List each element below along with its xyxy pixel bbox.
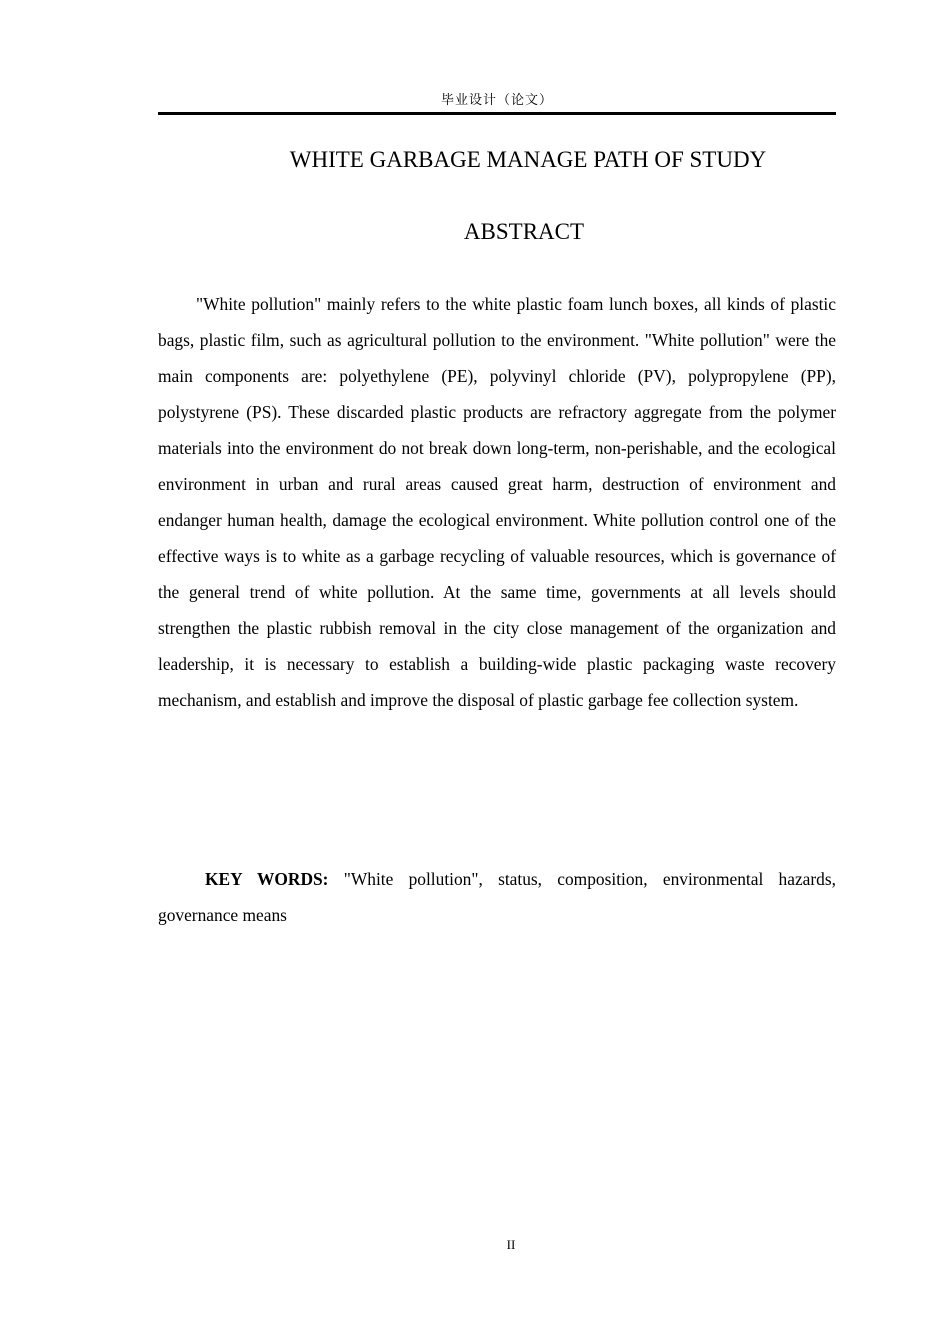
keywords-list: "White pollution", status, composition, environmental hazards, governance means	[158, 869, 836, 925]
keywords-paragraph	[158, 861, 836, 933]
document-title: WHITE GARBAGE MANAGE PATH OF STUDY	[289, 147, 767, 172]
page-number: II	[506, 1237, 516, 1252]
abstract-paragraph: "White pollution" mainly refers to the white plastic foam lunch boxes, all kinds of plastic bags, plastic film, such as agricultural pollution to the environment. "White pollution" were the main components are: polyethylene (PE), polyvinyl chloride (PV), polypropylene (PP), polystyrene (PS). These discarded plastic products are refractory aggregate from the polymer materials into the environment do not break down long-term, non-perishable, and the ecological environment in urban and rural areas caused great harm, destruction of environment and endanger human health, damage the ecological environment. White pollution control one of the effective ways is to white as a garbage recycling of valuable resources, which is governance of the general trend of white pollution. At the same time, governments at all levels should strengthen the plastic rubbish removal in the city close management of the organization and leadership, it is necessary to establish a building-wide plastic packaging waste recovery mechanism, and establish and improve the disposal of plastic garbage fee collection system.	[158, 294, 836, 710]
header-rule	[158, 112, 836, 115]
abstract-heading: ABSTRACT	[463, 219, 585, 244]
keywords-label: KEY WORDS:	[205, 869, 329, 889]
running-header: 毕业设计（论文）	[440, 93, 553, 108]
